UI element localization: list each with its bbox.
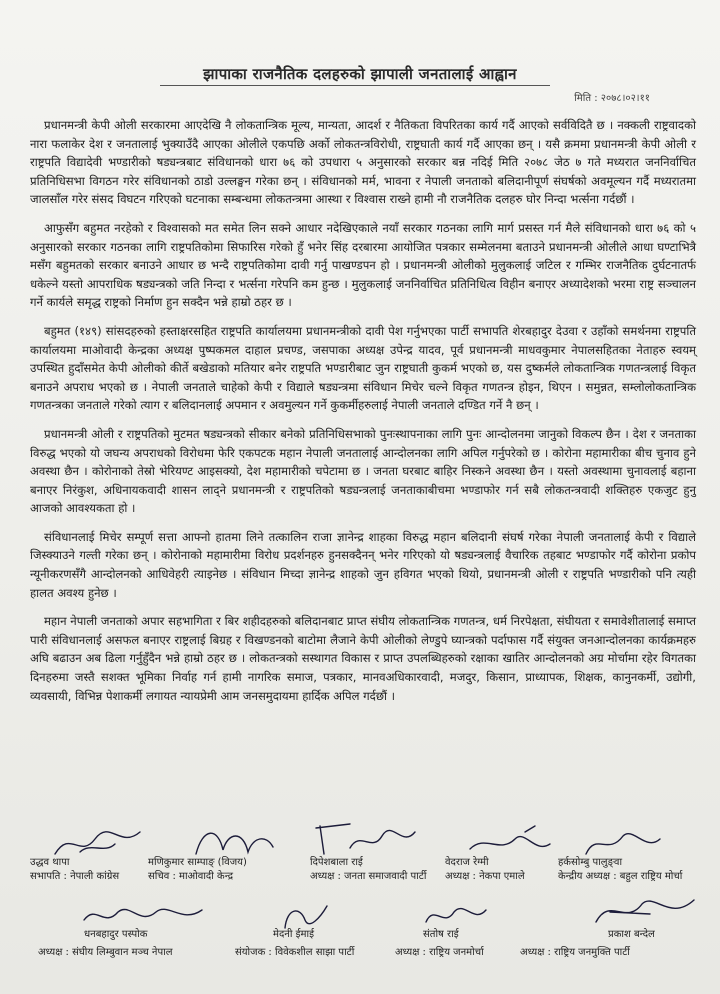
signatory xyxy=(235,898,355,958)
document-date: मिति : २०७८।०२।११ xyxy=(574,93,650,104)
signatory-role: अध्यक्ष : राष्ट्रिय जनमोर्चा xyxy=(395,947,484,958)
signatory-role: अध्यक्ष : संघीय लिम्बुवान मञ्च नेपाल xyxy=(38,947,173,958)
signatory-name: वेदराज रेग्मी xyxy=(445,857,489,868)
signatory-name: धनबहादुर पस्पोक xyxy=(84,929,148,940)
document-title: झापाका राजनैतिक दलहरुको झापाली जनतालाई आह्वान xyxy=(203,65,517,83)
signatory-name: मेदनी ईमाई xyxy=(273,929,314,940)
signatory-role: अध्यक्ष : जनता समाजवादी पार्टी xyxy=(310,871,427,882)
signatory xyxy=(30,822,120,882)
signatory-name: मणिकुमार साम्पाङ् (विजय) xyxy=(148,857,247,868)
signature-block xyxy=(0,822,720,994)
signatory xyxy=(558,822,683,882)
signatory-name: हर्कसोम्बु पालुङ्वा xyxy=(558,857,623,868)
paragraph-6: महान नेपाली जनताको अपार सहभागिता र बिर शहीदहरुको बलिदानबाट प्राप्त संघीय लोकतान्त्रिक गणतन्त्र, धर्म निरपेक्षता, संघीयता र समावेशीतालाई समाप्त पारी संविधानलाई असफल बनाएर राष्ट्रलाई बिग्रह र विखण्डनको बाटोमा लैजाने केपी ओलीको लेण्डुपे घ्यान्त्रको पर्दाफास गर्दै संयुक्त जनआन्दोलनका कार्यक्रमहरु अघि बढाउन अब ढिला गर्नुहुँदैन भन्ने हाम्रो ठहर छ । लोकतन्त्रको सस्थागत विकास र प्राप्त उपलब्धिहरुको रक्षाका खातिर आन्दोलनको अग्र मोर्चामा रहेर विगतका दिनहरुमा जस्तै सशक्त भूमिका निर्वाह गर्न हामी नागरिक समाज, पत्रकार, मानवअधिकारवादी, मजदुर, किसान, प्राध्यापक, शिक्षक, कानुनकर्मी, उद्योगी, व्यवसायी, विभिन्न पेशाकर्मी लगायत न्यायप्रेमी आम जनसमुदायमा हार्दिक अपिल गर्दछौं । xyxy=(30,614,696,703)
paragraph-1: प्रधानमन्त्री केपी ओली सरकारमा आएदेखि नै लोकतान्त्रिक मूल्य, मान्यता, आदर्श र नैतिकता विपरितका कार्य गर्दै आएको सर्वविदितै छ । नक्कली राष्ट्रवादको नारा फलाकेर देश र जनतालाई भुक्याउँदै आएका ओलीले एकपछि अर्को लोकतन्त्रविरोधी, राष्ट्रघाती कार्य गर्दै आएका छन् । यसै क्रममा प्रधानमन्त्री केपी ओली र राष्ट्रपति विद्यादेवी भण्डारीको षड्यन्त्रबाट संविधानको धारा ७६ को उपधारा ५ अनुसारको सरकार बन्न नदिई मिति २०७८ जेठ ७ गते मध्यरात जननिर्वाचित प्रतिनिधिसभा विगठन गरेर संविधानको ठाडो उल्लङ्घन गरेका छन् । संविधानको मर्म, भावना र नेपाली जनताको बलिदानीपूर्ण संघर्षको अवमूल्यन गर्दै मध्यरातमा जालसाँल गरेर संसद विघटन गरिएको घटनाका सम्बन्धमा लोकतन्त्रमा आस्था र विश्वास राख्ने हामी नौ राजनैतिक दलहरु घोर निन्दा भर्त्सना गर्दछौं । xyxy=(30,118,696,207)
signatory-name: उद्धव थापा xyxy=(30,857,70,868)
signatory xyxy=(395,898,484,958)
signatory xyxy=(520,898,655,958)
paragraph-5: संविधानलाई मिचेर सम्पूर्ण सत्ता आफ्नो हातमा लिने तत्कालिन राजा ज्ञानेन्द्र शाहका विरुद्ध महान बलिदानी संघर्ष गरेका नेपाली जनतालाई केपी र विद्याले जिस्क्याउने गल्ती गरेका छन् । कोरोनाको महामारीमा विरोध प्रदर्शनहरु हुनसक्दैनन् भनेर गरिएको यो षड्यन्त्रलाई वैचारिक तहबाट भण्डाफोर गर्दै कोरोना प्रकोप न्यूनीकरणसँगै आन्दोलनको आधिवेहरी त्याइनेछ । संविधान मिच्दा ज्ञानेन्द्र शाहको जुन हविगत भएको थियो, प्रधानमन्त्री ओली र राष्ट्रपति भण्डारीको पनि त्यही हालत अवश्य हुनेछ । xyxy=(30,529,696,600)
signatory-role: अध्यक्ष : राष्ट्रिय जनमुक्ति पार्टी xyxy=(520,947,630,958)
paragraph-4: प्रधानमन्त्री ओली र राष्ट्रपतिको मुटमत षड्यन्त्रको सीकार बनेको प्रतिनिधिसभाको पुनःस्थापनाका लागि पुनः आन्दोलनमा जानुको विकल्प छैन । देश र जनताका विरुद्ध भएको यो जघन्य अपराधको विरोधमा फेरि एकपटक महान नेपाली जनतालाई आन्दोलनका लागि अपिल गर्नुपरेको छ । कोरोना महामारीका बीच चुनाव हुने अवस्था छैन । कोरोनाको तेस्रो भेरियण्ट आइसक्यो, देश महामारीको चपेटामा छ । जनता घरबाट बाहिर निस्कने अवस्था छैन । यस्तो अवस्थामा चुनावलाई बहाना बनाएर निरंकुश, अधिनायकवादी शासन लाद्ने प्रधानमन्त्री र राष्ट्रपतिको षड्यन्त्रलाई जनताकाबीचमा भण्डाफोर गर्न सबै लोकतन्त्रवादी शक्तिहरु एकजुट हुनु आजको आवश्यकता हो । xyxy=(30,426,696,516)
signatory-role: केन्द्रीय अध्यक्ष : बहुल राष्ट्रिय मोर्चा xyxy=(558,871,683,882)
signatory-name: संतोष राई xyxy=(423,929,459,940)
title-underline xyxy=(160,85,550,86)
handwritten-signature xyxy=(310,818,420,860)
signatory-role: सभापति : नेपाली कांग्रेस xyxy=(30,871,120,882)
signatory-name: प्रकाश बन्देल xyxy=(608,929,655,940)
document-body xyxy=(30,116,696,715)
handwritten-signature xyxy=(590,892,700,932)
signatory-role: अध्यक्ष : नेकपा एमाले xyxy=(445,871,525,882)
signatory xyxy=(38,898,173,958)
paragraph-3: बहुमत (१४९) सांसदहरुको हस्ताक्षरसहित राष्ट्रपति कार्यालयमा प्रधानमन्त्रीको दावी पेश गर्नुभएका पार्टी सभापति शेरबहादुर देउवा र उहाँको समर्थनमा राष्ट्रपति कार्यालयमा माओवादी केन्द्रका अध्यक्ष पुष्पकमल दाहाल प्रचण्ड, जसपाका अध्यक्ष उपेन्द्र यादव, पूर्व प्रधानमन्त्री माधवकुमार नेपालसहितका नेताहरु स्वयम् उपस्थित हुदाँसमेत केपी ओलीको कीर्ते बखेडाको मतियार बनेर राष्ट्रपति भण्डारीबाट जुन राष्ट्रघाती कुकर्म भएको छ, यस दुष्कर्मले लोकतान्त्रिक गणतन्त्रलाई विकृत बनाउने अपराध भएको छ । नेपाली जनताले चाहेको केपी र विद्याले षड्यन्त्रमा संविधान मिचेर चल्ने विकृत गणतन्त्र होइन, थिएन । समुन्नत, सम्लोलोकतान्त्रिक गणतन्त्रका जनताले गरेको त्याग र बलिदानलाई अपमान र अवमुल्यन गर्ने कुकर्मीहरुलाई नेपाली जनताले दण्डित गर्ने नै छन् । xyxy=(30,323,696,413)
signatory xyxy=(445,822,525,882)
signatory-role: सचिव : माओवादी केन्द्र xyxy=(148,871,234,882)
signatory xyxy=(310,822,427,882)
signatory xyxy=(148,822,247,882)
signatory-role: संयोजक : विवेकशील साझा पार्टी xyxy=(235,947,355,958)
signatory-name: दिपेशबाला राई xyxy=(310,857,363,868)
paragraph-2: आफुसँग बहुमत नरहेको र विश्वासको मत समेत लिन सक्ने आधार नदेखिएकाले नयाँ सरकार गठनका लागि मार्ग प्रसस्त गर्न मैले संविधानको धारा ७६ को ५ अनुसारको सरकार गठनका लागि राष्ट्रपतिकोमा सिफारिस गरेको हुँ भनेर सिंह दरबारमा आयोजित पत्रकार सम्मेलनमा बताउने प्रधानमन्त्री ओलीले आधा घण्टाभित्रै मसँग बहुमतको सरकार बनाउने आधार छ भन्दै राष्ट्रपतिकोमा दावी गर्नु पाखण्डपन हो । प्रधानमन्त्री ओलीको मुलुकलाई जटिल र गम्भिर राजनैतिक दुर्घटनातर्फ धकेल्ने यस्तो आपराधिक षड्यन्त्रको जति निन्दा र भर्त्सना गरेपनि कम हुन्छ । मुलुकलाई जननिर्वाचित प्रतिनिधित्व विहीन बनाएर अध्यादेशको भरमा राष्ट्र सञ्चालन गर्ने कार्यले समृद्ध राष्ट्रको निर्माण हुन सक्दैन भन्ने हाम्रो ठहर छ । xyxy=(30,220,696,310)
